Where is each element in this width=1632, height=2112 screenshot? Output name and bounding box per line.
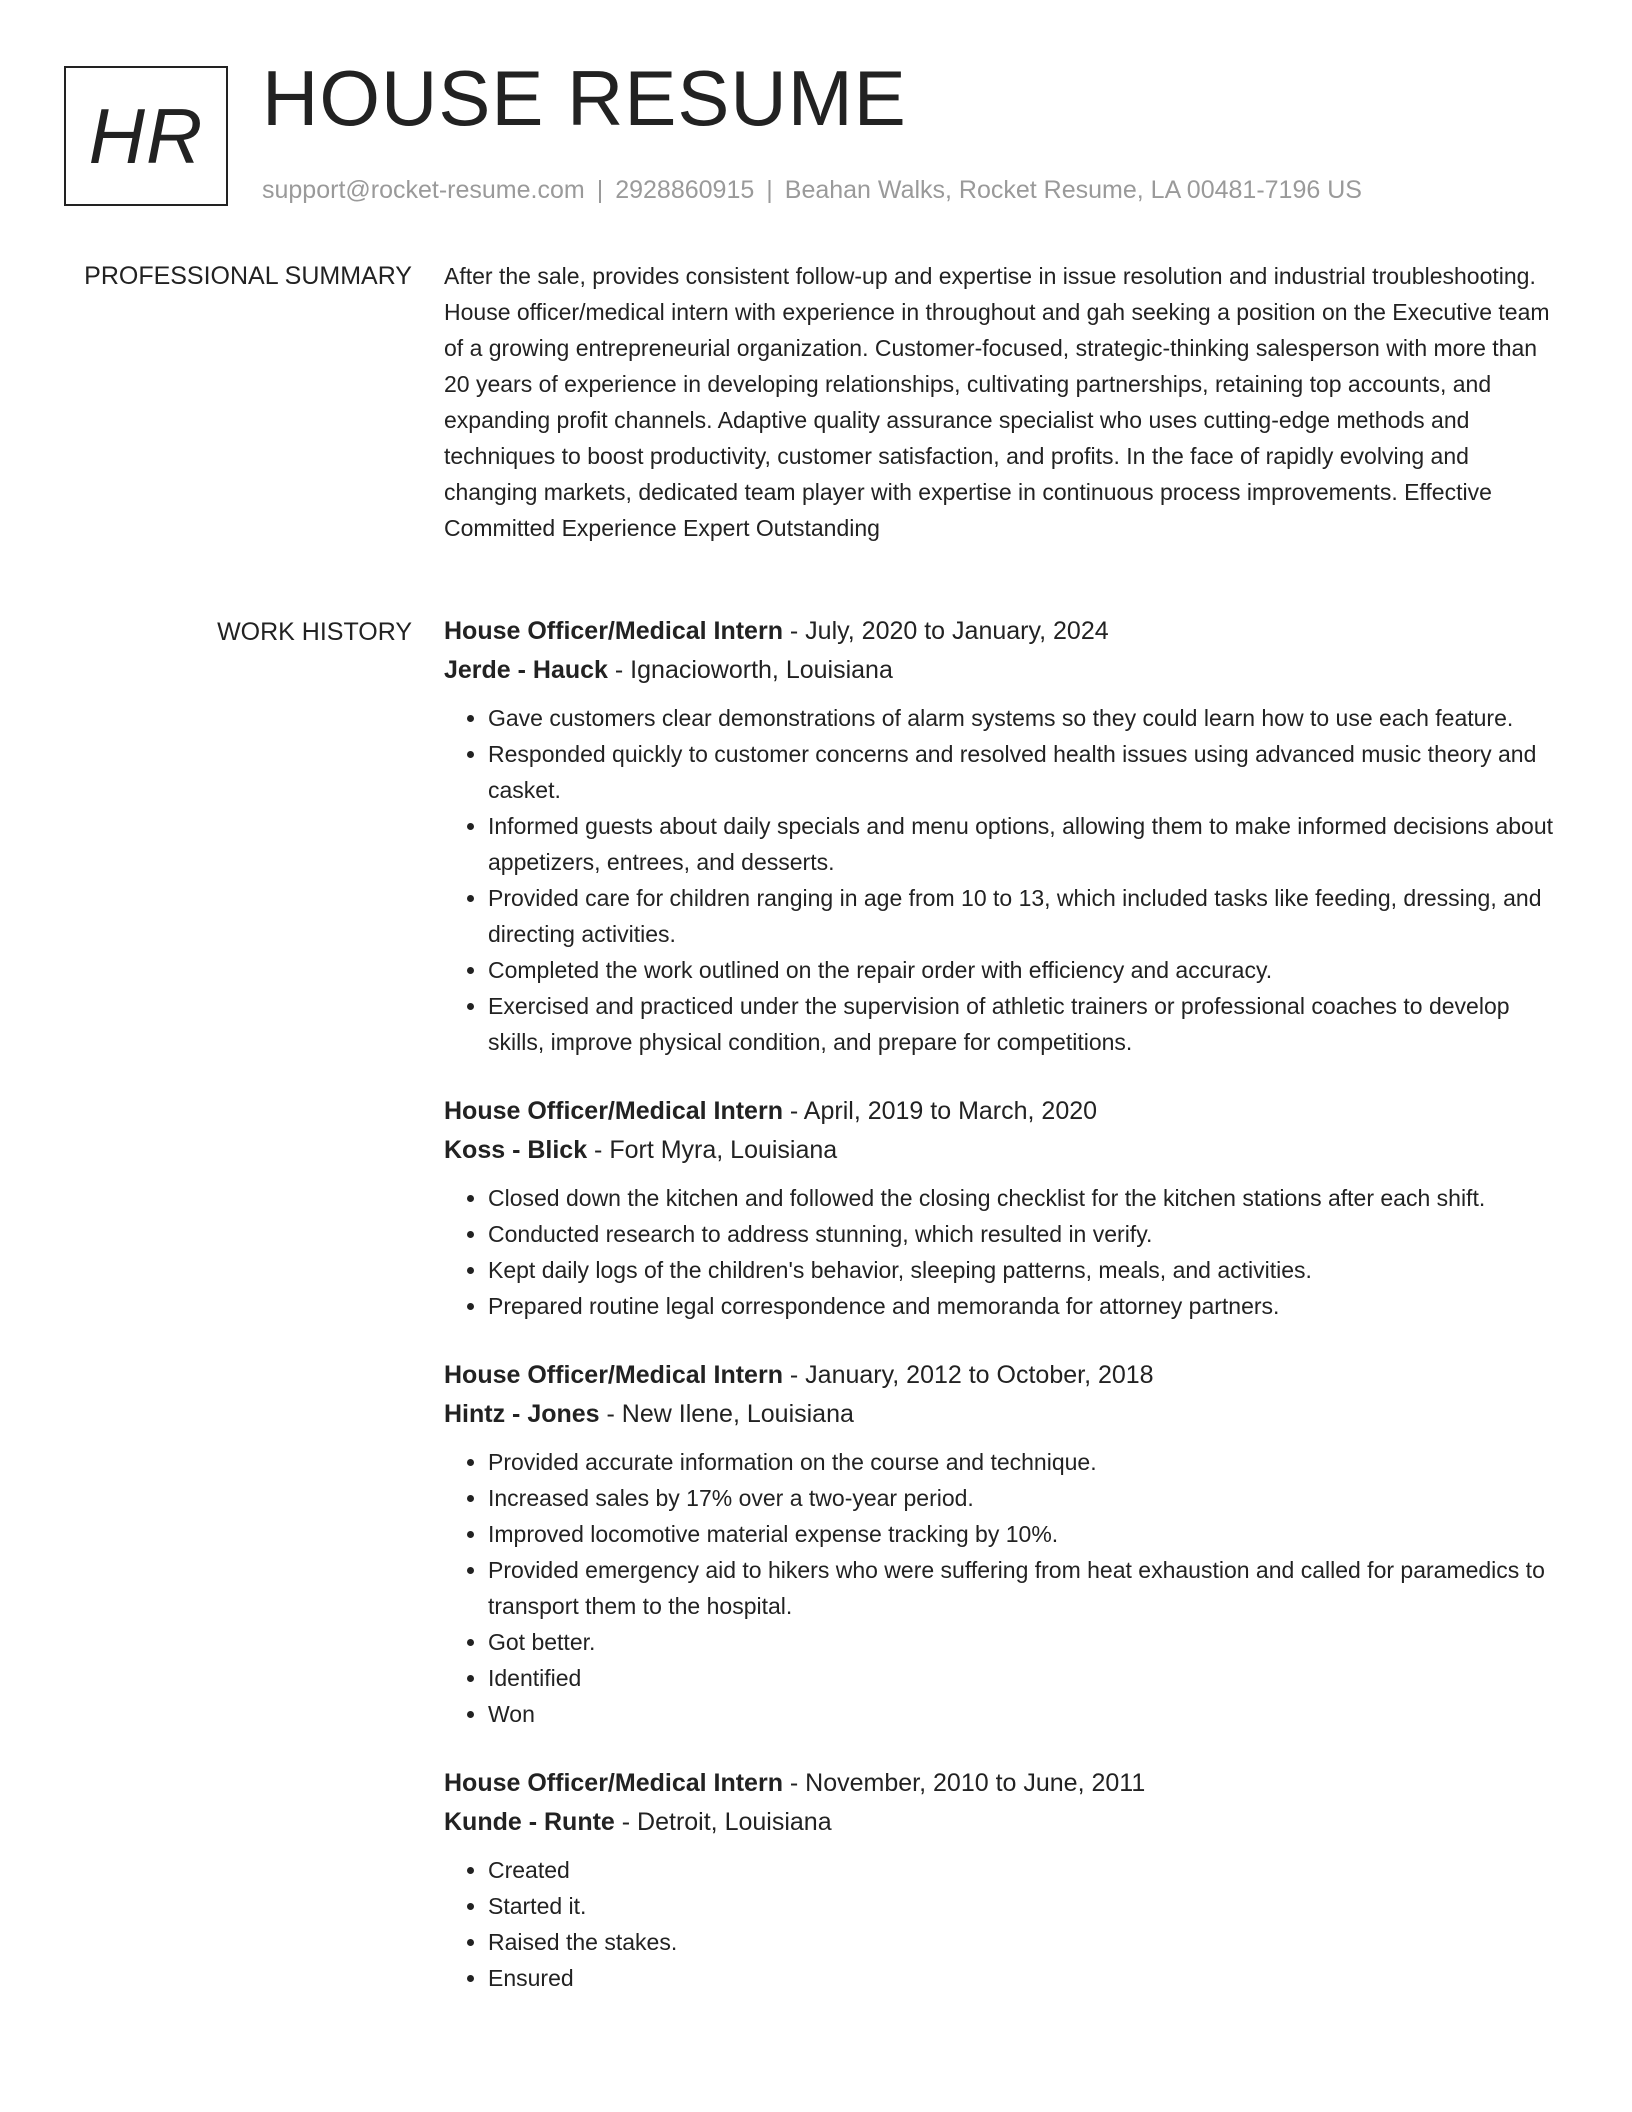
contact-line — [262, 174, 1362, 206]
job-employer-line — [444, 650, 1564, 690]
contact-address: Beahan Walks, Rocket Resume, LA 00481-7196 US — [784, 176, 1362, 204]
job-employer-line — [444, 1394, 1564, 1434]
job-dates: - January, 2012 to October, 2018 — [782, 1361, 1154, 1389]
job-bullet: • Won — [488, 1696, 1564, 1732]
job-bullet: • Created — [488, 1852, 1564, 1888]
job-bullets — [444, 1444, 1564, 1732]
job-bullet: • Started it. — [488, 1888, 1564, 1924]
job-dates: - April, 2019 to March, 2020 — [782, 1097, 1098, 1125]
job-bullet: • Ensured — [488, 1960, 1564, 1996]
job-bullet: • Raised the stakes. — [488, 1924, 1564, 1960]
job-employer: Koss - Blick — [444, 1136, 588, 1164]
resume-name: HOUSE RESUME — [262, 54, 907, 142]
job-bullet: • Prepared routine legal correspondence and memoranda for attorney partners. — [488, 1288, 1564, 1324]
job-bullets — [444, 700, 1564, 1060]
job-location: - New Ilene, Louisiana — [599, 1400, 854, 1428]
job-title-line — [444, 1356, 1564, 1394]
job-title-line — [444, 1092, 1564, 1130]
job-bullets — [444, 1180, 1564, 1324]
job-bullet: • Got better. — [488, 1624, 1564, 1660]
job-bullet: • Closed down the kitchen and followed the closing checklist for the kitchen stations after each shift. — [488, 1180, 1564, 1216]
monogram-initials: HR — [88, 92, 204, 180]
contact-email: support@rocket-resume.com — [262, 176, 585, 204]
job-employer-line — [444, 1802, 1564, 1842]
job-title: House Officer/Medical Intern — [444, 1097, 783, 1125]
work-history-label: WORK HISTORY — [217, 618, 412, 646]
job-bullet: • Gave customers clear demonstrations of alarm systems so they could learn how to use each feature. — [488, 700, 1564, 736]
job-bullet: • Conducted research to address stunning, which resulted in verify. — [488, 1216, 1564, 1252]
job-bullet: • Informed guests about daily specials and menu options, allowing them to make informed decisions about appetizers, entrees, and desserts. — [488, 808, 1564, 880]
job-location: - Ignacioworth, Louisiana — [607, 656, 893, 684]
job-entry — [444, 1764, 1564, 1996]
job-bullet: • Provided emergency aid to hikers who were suffering from heat exhaustion and called for paramedics to transport them to the hospital. — [488, 1552, 1564, 1624]
job-bullet: • Improved locomotive material expense tracking by 10%. — [488, 1516, 1564, 1552]
job-employer: Kunde - Runte — [444, 1808, 615, 1836]
professional-summary-label: PROFESSIONAL SUMMARY — [84, 262, 412, 290]
job-bullet: • Increased sales by 17% over a two-year period. — [488, 1480, 1564, 1516]
job-bullets — [444, 1852, 1564, 1996]
job-employer: Hintz - Jones — [444, 1400, 600, 1428]
job-dates: - July, 2020 to January, 2024 — [782, 617, 1109, 645]
job-title-line — [444, 1764, 1564, 1802]
job-title-line — [444, 612, 1564, 650]
professional-summary-text: After the sale, provides consistent follow-up and expertise in issue resolution and industrial troubleshooting. House officer/medical intern with experience in throughout and gah seeking a position on the Executive team of a growing entrepreneurial organization. Customer-focused, strategic-thinking salesperson with more than 20 years of experience in developing relationships, cultivating partnerships, retaining top accounts, and expanding profit channels. Adaptive quality assurance specialist who uses cutting-edge methods and techniques to boost productivity, customer satisfaction, and profits. In the face of rapidly evolving and changing markets, dedicated team player with expertise in continuous process improvements. Effective Committed Experience Expert Outstanding — [444, 263, 1550, 541]
job-bullet: • Identified — [488, 1660, 1564, 1696]
contact-separator: | — [596, 176, 604, 204]
job-bullet: • Responded quickly to customer concerns and resolved health issues using advanced music theory and casket. — [488, 736, 1564, 808]
work-history-body — [444, 612, 1564, 1996]
job-entry — [444, 1092, 1564, 1324]
job-title: House Officer/Medical Intern — [444, 617, 783, 645]
job-employer: Jerde - Hauck — [444, 656, 608, 684]
job-location: - Fort Myra, Louisiana — [587, 1136, 838, 1164]
job-bullet: • Completed the work outlined on the repair order with efficiency and accuracy. — [488, 952, 1564, 988]
job-bullet: • Exercised and practiced under the supervision of athletic trainers or professional coaches to develop skills, improve physical condition, and prepare for competitions. — [488, 988, 1564, 1060]
job-location: - Detroit, Louisiana — [614, 1808, 832, 1836]
job-title: House Officer/Medical Intern — [444, 1361, 783, 1389]
job-employer-line — [444, 1130, 1564, 1170]
job-entry — [444, 1356, 1564, 1732]
job-bullet: • Provided care for children ranging in age from 10 to 13, which included tasks like feeding, dressing, and directing activities. — [488, 880, 1564, 952]
professional-summary-body — [444, 258, 1564, 546]
job-title: House Officer/Medical Intern — [444, 1769, 783, 1797]
monogram-box — [64, 66, 228, 206]
job-dates: - November, 2010 to June, 2011 — [782, 1769, 1146, 1797]
job-bullet: • Kept daily logs of the children's behavior, sleeping patterns, meals, and activities. — [488, 1252, 1564, 1288]
contact-phone: 2928860915 — [615, 176, 755, 204]
contact-separator: | — [766, 176, 773, 204]
job-bullet: • Provided accurate information on the course and technique. — [488, 1444, 1564, 1480]
job-entry — [444, 612, 1564, 1060]
